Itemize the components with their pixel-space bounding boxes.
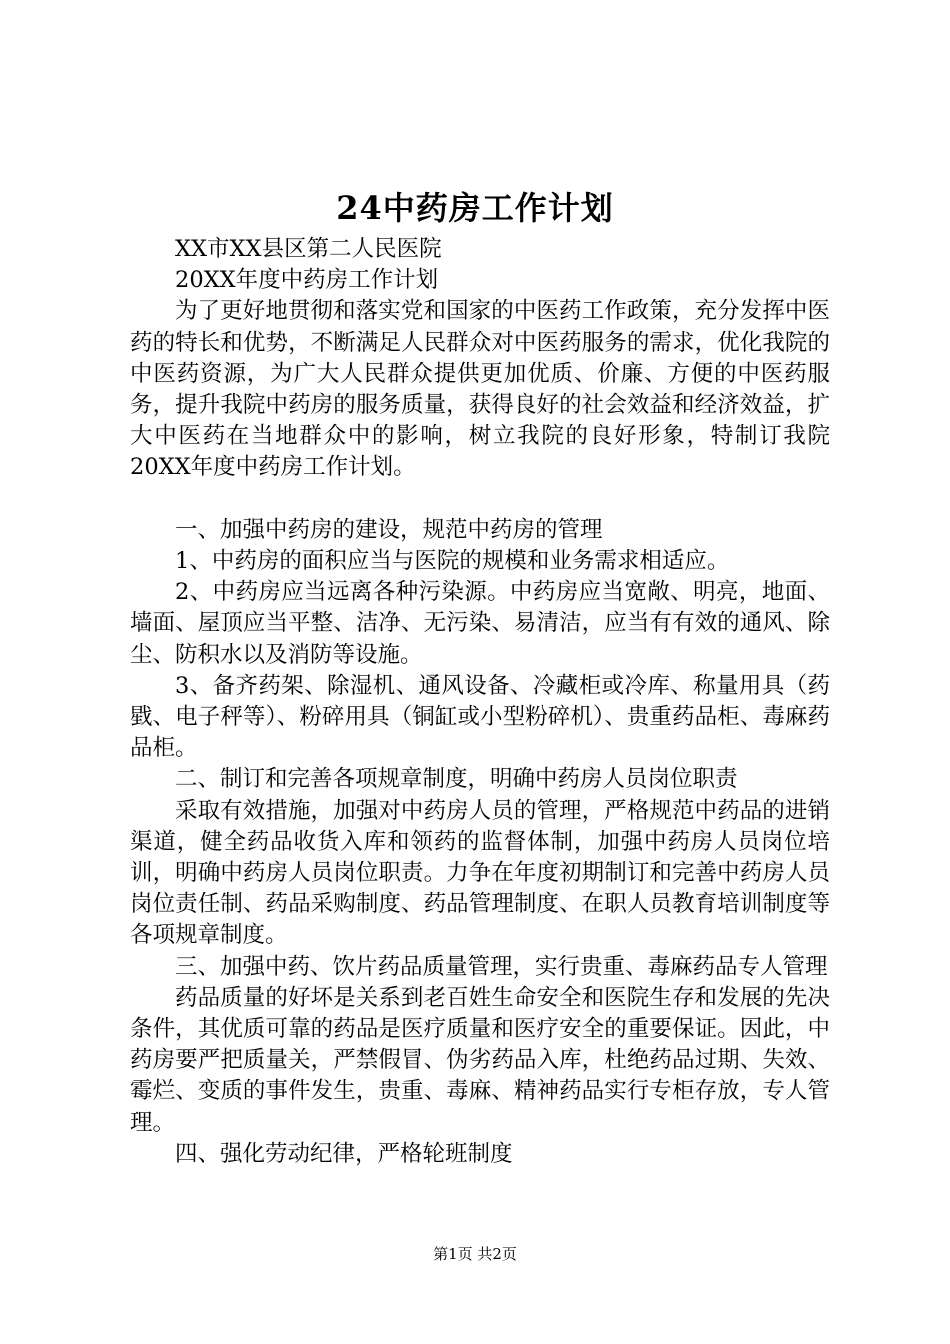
document-title: 24中药房工作计划 [336,189,614,227]
section-heading-4: 四、强化劳动纪律，严格轮班制度 [175,1140,513,1167]
section-1-item-1: 1、中药房的面积应当与医院的规模和业务需求相适应。 [175,548,730,575]
section-heading-2: 二、制订和完善各项规章制度，明确中药房人员岗位职责 [175,766,738,793]
blank-line [130,484,830,515]
section-heading-3: 三、加强中药、饮片药品质量管理，实行贵重、毒麻药品专人管理 [175,953,828,980]
section-2-paragraph: 采取有效措施，加强对中药房人员的管理，严格规范中药品的进销渠道，健全药品收货入库和领药的监督体制，加强中药房人员岗位培训，明确中药房人员岗位职责。力争在年度初期制订和完善中药房人员岗位责任制、药品采购制度、药品管理制度、在职人员教育培训制度等各项规章制度。 [130,797,830,949]
hospital-name-line: XX市XX县区第二人民医院 [175,236,442,262]
section-1-item-2: 2、中药房应当远离各种污染源。中药房应当宽敞、明亮，地面、墙面、屋顶应当平整、洁净、无污染、易清洁，应当有有效的通风、除尘、防积水以及消防等设施。 [130,579,830,668]
document-body [130,234,830,1170]
plan-name-line: 20XX年度中药房工作计划 [175,267,439,294]
page-number-footer: 第1页 共2页 [433,1245,517,1263]
section-1-item-3: 3、备齐药架、除湿机、通风设备、冷藏柜或冷库、称量用具（药戥、电子秤等）、粉碎用具（铜缸或小型粉碎机）、贵重药品柜、毒麻药品柜。 [130,672,830,762]
section-heading-1: 一、加强中药房的建设，规范中药房的管理 [175,516,603,543]
section-3-paragraph: 药品质量的好坏是关系到老百姓生命安全和医院生存和发展的先决条件，其优质可靠的药品是医疗质量和医疗安全的重要保证。因此，中药房要严把质量关，严禁假冒、伪劣药品入库，杜绝药品过期、失效、霉烂、变质的事件发生，贵重、毒麻、精神药品实行专柜存放，专人管理。 [130,984,830,1136]
intro-paragraph: 为了更好地贯彻和落实党和国家的中医药工作政策，充分发挥中医药的特长和优势，不断满足人民群众对中医药服务的需求，优化我院的中医药资源，为广大人民群众提供更加优质、价廉、方便的中医药服务，提升我院中药房的服务质量，获得良好的社会效益和经济效益，扩大中医药在当地群众中的影响，树立我院的良好形象，特制订我院20XX年度中药房工作计划。 [130,298,830,481]
